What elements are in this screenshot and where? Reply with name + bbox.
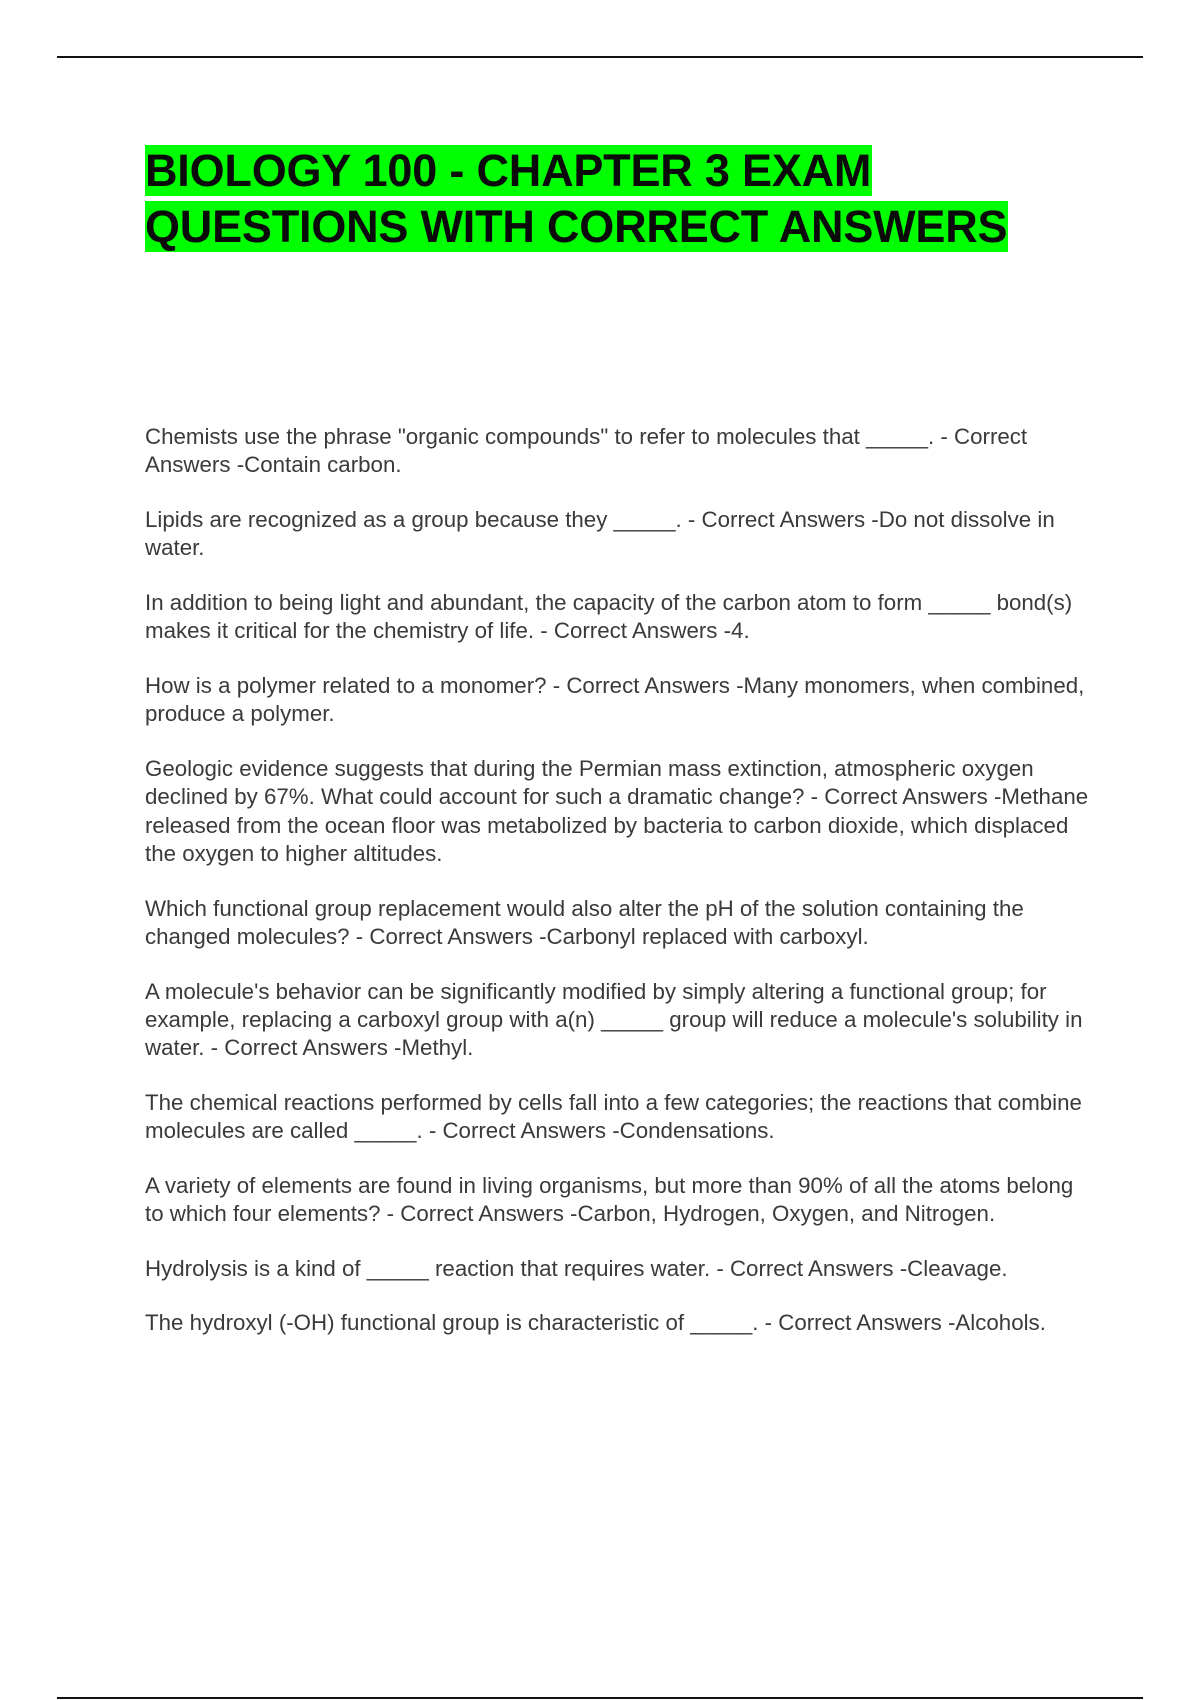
qa-item-10: Hydrolysis is a kind of _____ reaction that requires water. - Correct Answers -Cleavage. (145, 1255, 1008, 1281)
document-title (145, 143, 1145, 255)
qa-item-8: The chemical reactions performed by cells fall into a few categories; the reactions that combine molecules are called _____. - Correct Answers -Condensations. (145, 1089, 1082, 1144)
qa-item-1: Chemists use the phrase "organic compounds" to refer to molecules that _____. - Correct Answers -Contain carbon. (145, 424, 1028, 478)
qa-item-5: Geologic evidence suggests that during the Permian mass extinction, atmospheric oxygen declined by 67%. What could account for such a dramatic change? - Correct Answers -Methane released from the ocean floor was metabolized by bacteria to carbon dioxide, which displaced the oxygen to higher altitudes. (145, 755, 1089, 866)
title-line-1: BIOLOGY 100 - CHAPTER 3 EXAM (145, 145, 872, 196)
qa-item-11: The hydroxyl (-OH) functional group is characteristic of _____. - Correct Answers -Alcohols. (145, 1310, 1046, 1336)
title-line-2: QUESTIONS WITH CORRECT ANSWERS (145, 201, 1008, 252)
qa-list (145, 423, 1095, 1364)
qa-item-3: In addition to being light and abundant, the capacity of the carbon atom to form _____ bond(s) makes it critical for the chemistry of life. - Correct Answers -4. (145, 589, 1073, 644)
top-rule (57, 56, 1143, 58)
qa-item-2: Lipids are recognized as a group because they _____. - Correct Answers -Do not dissolve in water. (145, 506, 1055, 561)
bottom-rule (57, 1697, 1143, 1699)
qa-item-9: A variety of elements are found in living organisms, but more than 90% of all the atoms belong to which four elements? - Correct Answers -Carbon, Hydrogen, Oxygen, and Nitrogen. (145, 1172, 1074, 1227)
qa-item-6: Which functional group replacement would also alter the pH of the solution containing the changed molecules? - Correct Answers -Carbonyl replaced with carboxyl. (145, 895, 1024, 949)
qa-item-7: A molecule's behavior can be significantly modified by simply altering a functional group; for example, replacing a carboxyl group with a(n) _____ group will reduce a molecule's solubility in water. - Correct Answers -Methyl. (145, 978, 1083, 1061)
qa-item-4: How is a polymer related to a monomer? - Correct Answers -Many monomers, when combined, produce a polymer. (145, 672, 1085, 727)
title-block (145, 143, 1145, 255)
